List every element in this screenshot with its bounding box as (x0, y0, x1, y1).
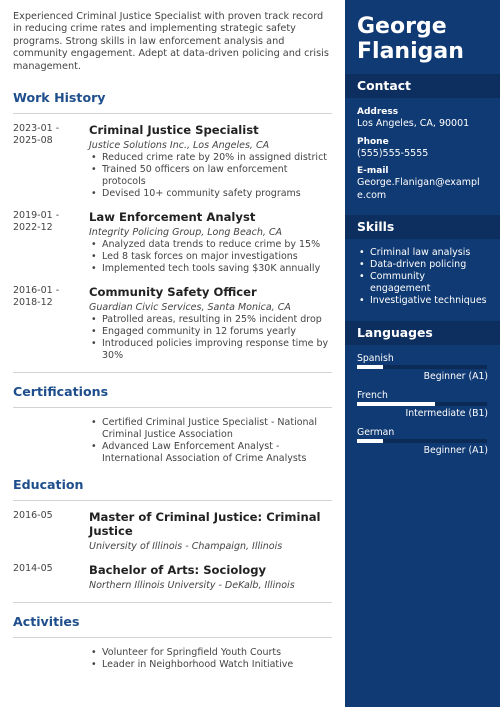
job-bullet: • Patrolled areas, resulting in 25% incident drop (89, 314, 332, 326)
email-value[interactable]: George.Flanigan@example.com (357, 177, 480, 201)
skills-list (345, 247, 500, 307)
phone-value: (555)555-5555 (357, 147, 429, 159)
education-degree: Master of Criminal Justice: Criminal Justice (89, 510, 321, 539)
section-divider (13, 372, 332, 373)
section-divider (13, 602, 332, 603)
language-name: Spanish (357, 353, 394, 365)
job-bullet: • Devised 10+ community safety programs (89, 188, 332, 200)
section-divider (13, 500, 332, 501)
candidate-name (345, 0, 500, 74)
language-level-bar (357, 439, 487, 443)
language-entry (345, 427, 500, 457)
education-heading: Education (13, 477, 84, 493)
skill-item: • Data-driven policing (357, 259, 488, 271)
language-name: French (357, 390, 388, 402)
skills-heading: Skills (345, 215, 500, 239)
activities-list (13, 647, 332, 671)
contact-heading: Contact (345, 74, 500, 98)
job-date: 2019-01 - 2022-12 (13, 210, 60, 234)
education-date: 2014-05 (13, 563, 53, 575)
certifications-list (13, 417, 332, 465)
job-bullet: • Trained 50 officers on law enforcement protocols (89, 164, 332, 188)
languages-heading: Languages (345, 321, 500, 345)
job-bullet: • Introduced policies improving response time by 30% (89, 338, 332, 362)
first-name: George (357, 14, 447, 39)
education-date: 2016-05 (13, 510, 53, 522)
certification-item: • Advanced Law Enforcement Analyst - International Association of Crime Analysts (89, 441, 332, 465)
language-level: Intermediate (B1) (405, 408, 488, 420)
job-date: 2023-01 - 2025-08 (13, 123, 60, 147)
certifications-heading: Certifications (13, 384, 109, 400)
language-level: Beginner (A1) (423, 445, 488, 457)
job-bullet: • Analyzed data trends to reduce crime by 15% (89, 239, 332, 251)
job-bullet: • Reduced crime rate by 20% in assigned district (89, 152, 332, 164)
language-level-bar (357, 402, 487, 406)
education-degree: Bachelor of Arts: Sociology (89, 563, 267, 578)
language-level-fill (357, 402, 435, 406)
language-level: Beginner (A1) (423, 371, 488, 383)
job-date: 2016-01 - 2018-12 (13, 285, 60, 309)
activity-item: • Leader in Neighborhood Watch Initiative (89, 659, 332, 671)
job-title: Community Safety Officer (89, 285, 257, 300)
language-level-bar (357, 365, 487, 369)
job-bullets (89, 314, 332, 362)
activities-heading: Activities (13, 614, 80, 630)
section-divider (13, 637, 332, 638)
skill-item: • Criminal law analysis (357, 247, 488, 259)
language-level-fill (357, 439, 383, 443)
phone-label: Phone (357, 136, 389, 147)
job-bullet: • Implemented tech tools saving $30K annually (89, 263, 332, 275)
education-school: University of Illinois - Champaign, Illinois (89, 541, 283, 553)
job-entry (13, 285, 332, 362)
job-company: Justice Solutions Inc., Los Angeles, CA (89, 140, 270, 152)
job-title: Law Enforcement Analyst (89, 210, 256, 225)
job-entry (13, 210, 332, 275)
email-label: E-mail (357, 166, 389, 177)
language-entry (345, 390, 500, 420)
section-divider (13, 113, 332, 114)
section-divider (13, 407, 332, 408)
job-bullets (89, 239, 332, 275)
job-company: Guardian Civic Services, Santa Monica, CA (89, 302, 291, 314)
contact-block (345, 106, 500, 202)
language-name: German (357, 427, 395, 439)
language-level-fill (357, 365, 383, 369)
job-bullets (89, 152, 332, 200)
last-name: Flanigan (357, 39, 464, 64)
summary-text: Experienced Criminal Justice Specialist with proven track record in reducing crime rates and implementing strategic safety programs. Strong skills in law enforcement analysis and community engagement. Adept at data-driven policing and crisis management. (13, 11, 329, 72)
job-bullet: • Led 8 task forces on major investigations (89, 251, 332, 263)
address-label: Address (357, 107, 399, 117)
job-title: Criminal Justice Specialist (89, 123, 259, 138)
language-entry (345, 353, 500, 383)
job-entry (13, 123, 332, 200)
education-entry (13, 563, 332, 592)
education-entry (13, 510, 332, 553)
job-company: Integrity Policing Group, Long Beach, CA (89, 227, 283, 239)
sidebar (345, 0, 500, 707)
certification-item: • Certified Criminal Justice Specialist - National Criminal Justice Association (89, 417, 332, 441)
skill-item: • Community engagement (357, 271, 488, 295)
skill-item: • Investigative techniques (357, 295, 488, 307)
job-bullet: • Engaged community in 12 forums yearly (89, 326, 332, 338)
work-history-heading: Work History (13, 90, 106, 106)
address-value: Los Angeles, CA, 90001 (357, 118, 470, 129)
education-school: Northern Illinois University - DeKalb, Illinois (89, 580, 295, 592)
activity-item: • Volunteer for Springfield Youth Courts (89, 647, 332, 659)
